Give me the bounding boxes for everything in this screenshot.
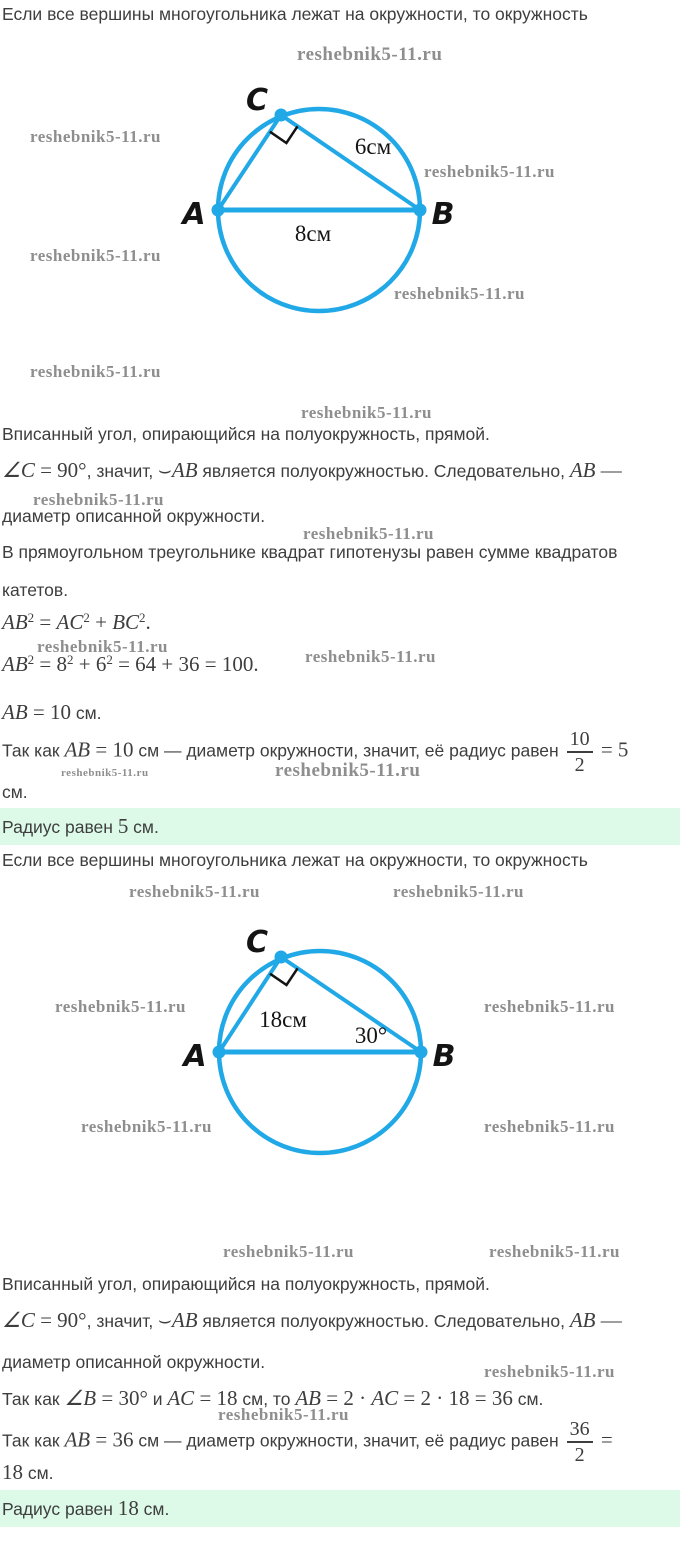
site-watermark: reshebnik5-11.ru <box>30 127 161 146</box>
site-watermark: reshebnik5-11.ru <box>30 246 161 265</box>
radius-derivation-1: Так как AB = 10 см — диаметр окружности, значит, её радиус равен $\frac{10}{2}$ = 5 <box>2 728 629 776</box>
pythagoras-statement-1: В прямоугольном треугольнике квадрат гипотенузы равен сумме квадратов <box>2 542 618 562</box>
site-watermark: reshebnik5-11.ru <box>218 1405 349 1424</box>
fraction: $\frac{36}{2}$ <box>567 1418 593 1466</box>
vertex-label-a: A <box>182 197 206 232</box>
point-c <box>275 109 288 122</box>
point-a <box>213 1046 226 1059</box>
site-watermark: reshebnik5-11.ru <box>489 1242 620 1261</box>
equation-general: $AB^2 = AC^2 + BC^2$. <box>2 610 151 634</box>
diameter-line-2: диаметр описанной окружности. <box>2 1352 266 1372</box>
fraction: $\frac{10}{2}$ <box>567 728 593 776</box>
site-watermark: reshebnik5-11.ru <box>55 997 186 1016</box>
figure-circle-triangle-2 <box>0 922 680 1176</box>
side-cb <box>281 957 421 1052</box>
pythagoras-statement-2: катетов. <box>2 580 69 600</box>
diameter-line-1: диаметр описанной окружности. <box>2 506 266 526</box>
site-watermark: reshebnik5-11.ru <box>484 997 615 1016</box>
site-watermark: reshebnik5-11.ru <box>484 1117 615 1136</box>
radius-derivation-2: Так как AB = 36 см — диаметр окружности, значит, её радиус равен $\frac{36}{2}$ = <box>2 1418 613 1466</box>
site-watermark: reshebnik5-11.ru <box>297 44 443 65</box>
site-watermark: reshebnik5-11.ru <box>275 760 421 781</box>
answer-box-2 <box>0 1490 680 1527</box>
side-cb <box>281 115 420 210</box>
vertex-label-b: B <box>432 1039 456 1074</box>
vertex-label-c: C <box>245 925 269 960</box>
angle-c-line-1: ∠C = 90°, значит, ⌣AB является полуокружностью. Следовательно, AB — <box>2 458 622 482</box>
equation-result: AB = 10 см. <box>2 700 102 724</box>
measure-ac: 18см <box>259 1007 307 1032</box>
point-a <box>212 204 225 217</box>
measure-cb: 6см <box>354 134 392 159</box>
intro-theorem-2: Если все вершины многоугольника лежат на окружности, то окружность <box>2 850 588 870</box>
site-watermark: reshebnik5-11.ru <box>33 490 164 509</box>
intro-theorem-1: Если все вершины многоугольника лежат на окружности, то окружность <box>2 4 588 24</box>
equation-numbers: $AB^2 = 8^2 + 6^2 = 64 + 36 = 100$. <box>2 652 259 676</box>
site-watermark: reshebnik5-11.ru <box>30 362 161 381</box>
site-watermark: reshebnik5-11.ru <box>303 524 434 543</box>
angle-c-line-2: ∠C = 90°, значит, ⌣AB является полуокружностью. Следовательно, AB — <box>2 1308 622 1332</box>
site-watermark: reshebnik5-11.ru <box>394 284 525 303</box>
inscribed-angle-statement-1: Вписанный угол, опирающийся на полуокружность, прямой. <box>2 424 490 444</box>
side-ac <box>219 957 281 1052</box>
vertex-label-b: B <box>431 197 455 232</box>
angle-b-value: 30° <box>354 1023 388 1048</box>
vertex-label-a: A <box>183 1039 207 1074</box>
ab-calculation-line: Так как ∠B = 30° и AC = 18 см, то AB = 2 · AC = 2 · 18 = 36 см. <box>2 1386 544 1410</box>
site-watermark: reshebnik5-11.ru <box>223 1242 354 1261</box>
radius-tail-1: см. <box>2 782 28 802</box>
answer-text-1: Радиус равен 5 см. <box>2 814 159 838</box>
site-watermark: reshebnik5-11.ru <box>424 162 555 181</box>
site-watermark: reshebnik5-11.ru <box>393 882 524 901</box>
point-c <box>275 951 288 964</box>
site-watermark: reshebnik5-11.ru <box>81 1117 212 1136</box>
radius-tail-2: 18 см. <box>2 1460 54 1484</box>
site-watermark: reshebnik5-11.ru <box>301 403 432 422</box>
answer-text-2: Радиус равен 18 см. <box>2 1496 170 1520</box>
site-watermark: reshebnik5-11.ru <box>305 647 436 666</box>
point-b <box>414 204 427 217</box>
figure-circle-triangle-1 <box>0 78 680 332</box>
site-watermark: reshebnik5-11.ru <box>61 767 149 779</box>
inscribed-angle-statement-2: Вписанный угол, опирающийся на полуокружность, прямой. <box>2 1274 490 1294</box>
measure-ab: 8см <box>294 221 332 246</box>
site-watermark: reshebnik5-11.ru <box>129 882 260 901</box>
point-b <box>415 1046 428 1059</box>
site-watermark: reshebnik5-11.ru <box>484 1362 615 1381</box>
vertex-label-c: C <box>245 83 269 118</box>
answer-box-1 <box>0 808 680 845</box>
site-watermark: reshebnik5-11.ru <box>37 637 168 656</box>
